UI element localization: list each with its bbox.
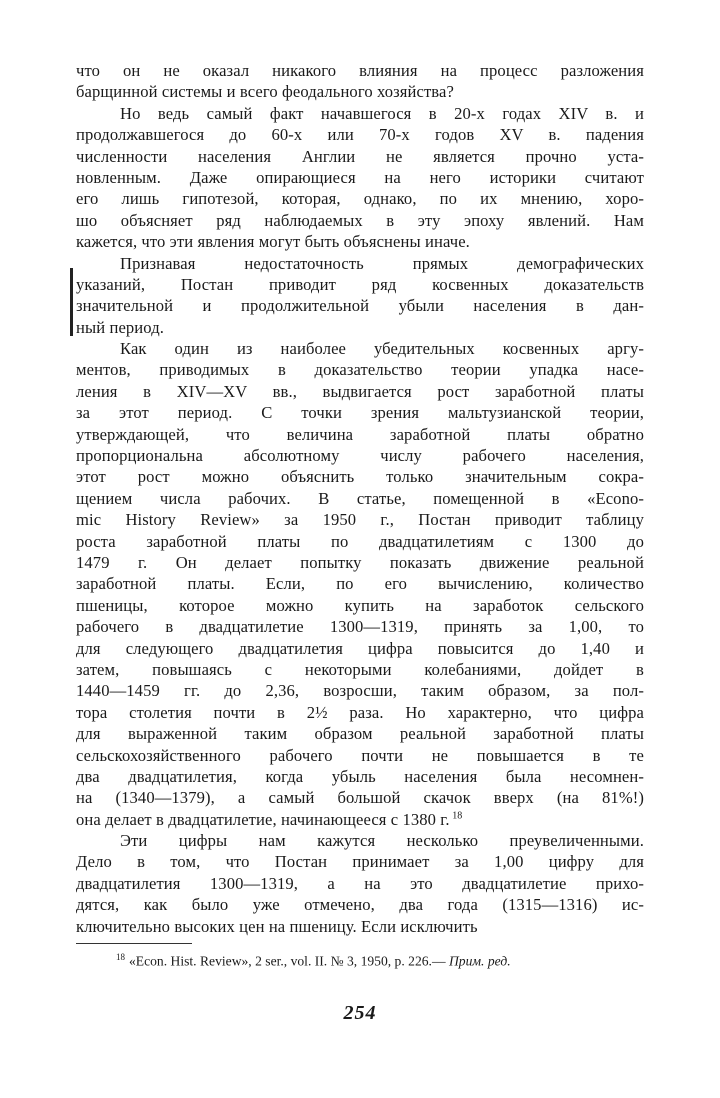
text-line: утверждающей, что величина заработной платы обратно bbox=[76, 424, 644, 444]
text-line: указаний, Постан приводит ряд косвенных доказательств bbox=[76, 274, 644, 294]
text-line: что он не оказал никакого влияния на процесс разложения bbox=[76, 61, 644, 80]
text-line: ления в XIV—XV вв., выдвигается рост заработной платы bbox=[76, 381, 644, 401]
footnote-text: «Econ. Hist. Review», 2 ser., vol. II. № 3, 1950, p. 226.— bbox=[129, 953, 446, 969]
text-line: она делает в двадцатилетие, начинающееся с 1380 г. $^{18}$ bbox=[76, 809, 463, 829]
footnote-number: 18 bbox=[116, 952, 125, 963]
text-line: рабочего в двадцатилетие 1300—1319, принять за 1,00, то bbox=[76, 617, 644, 637]
text-line: щением числа рабочих. В статье, помещенной в «Econo- bbox=[76, 488, 644, 508]
text-line: ключительно высоких цен на пшеницу. Если исключить bbox=[76, 916, 478, 936]
text-line: 1479 г. Он делает попытку показать движение реальной bbox=[76, 552, 644, 572]
text-line: этот рост можно объяснить только значительным сокра- bbox=[76, 467, 644, 487]
text-line: сельскохозяйственного рабочего почти не повышается в те bbox=[76, 745, 644, 765]
text-line: Дело в том, что Постан принимает за 1,00 цифру для bbox=[76, 852, 644, 872]
text-line: кажется, что эти явления могут быть объяснены иначе. bbox=[76, 232, 470, 252]
text-line: продолжавшегося до 60-х или 70-х годов XV в. падения bbox=[76, 125, 644, 145]
text-line: двадцатилетия 1300—1319, а на это двадцатилетие прихо- bbox=[76, 873, 644, 893]
text-line: заработной платы. Если, по его вычислению, количество bbox=[76, 574, 644, 594]
footnote-rule bbox=[76, 943, 192, 944]
text-line: шо объясняет ряд наблюдаемых в эту эпоху явлений. Нам bbox=[76, 210, 644, 230]
footnote-reference[interactable]: 18 bbox=[449, 810, 463, 822]
text-line: барщинной системы и всего феодального хозяйства? bbox=[76, 82, 454, 102]
paragraph bbox=[76, 338, 644, 830]
text-line: для следующего двадцатилетия цифра повысится до 1,40 и bbox=[76, 638, 644, 658]
text-line: mic History Review» за 1950 г., Постан приводит таблицу bbox=[76, 510, 644, 530]
text-line: ный период. bbox=[76, 317, 164, 337]
text-line: роста заработной платы по двадцатилетиям с 1300 до bbox=[76, 531, 644, 551]
text-line: новленным. Даже опирающиеся на него историки считают bbox=[76, 167, 644, 187]
text-line: Но ведь самый факт начавшегося в 20-х годах XIV в. и bbox=[120, 103, 644, 123]
text-line: Как один из наиболее убедительных косвенных аргу- bbox=[120, 339, 644, 359]
text-line: ментов, приводимых в доказательство теории упадка насе- bbox=[76, 360, 644, 380]
text-line: Эти цифры нам кажутся несколько преувеличенными. bbox=[120, 831, 644, 851]
paragraph bbox=[76, 103, 644, 253]
paragraph bbox=[76, 830, 644, 937]
text-line: пропорциональна абсолютному числу рабочего населения, bbox=[76, 446, 644, 466]
text-line: для выраженной таким образом реальной заработной платы bbox=[76, 724, 644, 744]
text-line: затем, повышаясь с некоторыми колебаниями, дойдет в bbox=[76, 659, 644, 679]
text-line: на (1340—1379), а самый большой скачок вверх (на 81%!) bbox=[76, 788, 644, 808]
paragraph bbox=[76, 60, 644, 103]
book-page bbox=[76, 60, 644, 971]
text-line: его лишь гипотезой, которая, однако, по их мнению, хоро- bbox=[76, 189, 644, 209]
text-line: Признавая недостаточность прямых демографических bbox=[120, 253, 644, 273]
text-line: два двадцатилетия, когда убыль населения была несомнен- bbox=[76, 766, 644, 786]
text-line: численности населения Англии не является прочно уста- bbox=[76, 146, 644, 166]
text-line: за этот период. С точки зрения мальтузианской теории, bbox=[76, 403, 644, 423]
text-line: дятся, как было уже отмечено, два года (1315—1316) ис- bbox=[76, 895, 644, 915]
text-line: 1440—1459 гг. до 2,36, возросши, таким образом, за пол- bbox=[76, 681, 644, 701]
text-line: значительной и продолжительной убыли населения в дан- bbox=[76, 296, 644, 316]
page-number: 254 bbox=[343, 1002, 377, 1024]
margin-mark bbox=[70, 268, 73, 336]
footnote bbox=[76, 948, 644, 971]
paragraph bbox=[76, 253, 644, 339]
footnote-editor-note: Прим. ред. bbox=[448, 953, 511, 969]
text-line: пшеницы, которое можно купить на заработок сельского bbox=[76, 595, 644, 615]
text-line: тора столетия почти в 2½ раза. Но характерно, что цифра bbox=[76, 702, 644, 722]
